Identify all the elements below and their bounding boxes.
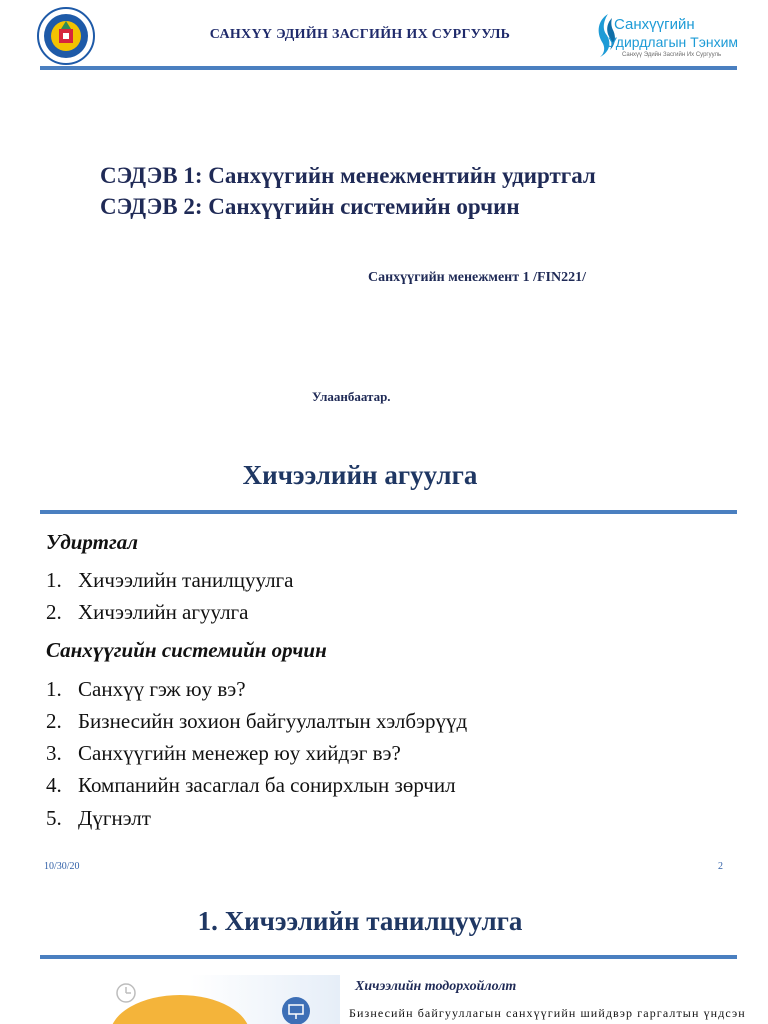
list-item-number: 3.	[46, 741, 62, 765]
list-item-number: 2.	[46, 600, 62, 624]
list-item-number: 2.	[46, 709, 62, 733]
list-item	[46, 600, 248, 625]
list-item-text: Компанийн засаглал ба сонирхлын зөрчил	[78, 773, 456, 797]
list-item-text: Бизнесийн зохион байгуулалтын хэлбэрүүд	[78, 709, 468, 733]
department-logo-line1: Санхүүгийн	[614, 16, 695, 33]
list-item	[46, 806, 151, 831]
header-divider	[40, 66, 737, 70]
course-name: Санхүүгийн менежмент 1 /FIN221/	[368, 270, 586, 285]
page-number: 2	[718, 861, 723, 872]
list-item-number: 1.	[46, 568, 62, 592]
list-item	[46, 568, 294, 593]
intro-illustration	[60, 975, 340, 1024]
list-item-number: 4.	[46, 773, 62, 797]
section-heading-finance-system: Санхүүгийн системийн орчин	[46, 638, 327, 662]
department-logo	[592, 12, 739, 62]
list-item	[46, 709, 467, 734]
section-heading-intro: Удиртгал	[46, 530, 139, 554]
contents-title: Хичээлийн агуулга	[242, 460, 478, 490]
city-label: Улаанбаатар.	[312, 389, 391, 404]
list-item-text: Санхүүгийн менежер юу хийдэг вэ?	[78, 741, 401, 765]
footer-date: 10/30/20	[44, 861, 80, 872]
course-description-heading: Хичээлийн тодорхойлолт	[355, 979, 517, 994]
department-logo-line2: Удирдлагын Тэнхим	[608, 34, 739, 50]
intro-divider	[40, 955, 737, 959]
list-item-number: 1.	[46, 677, 62, 701]
list-item	[46, 773, 456, 798]
contents-divider	[40, 510, 737, 514]
list-item-text: Хичээлийн агуулга	[78, 600, 249, 624]
list-item-text: Хичээлийн танилцуулга	[78, 568, 294, 592]
course-description-text: Бизнесийн байгууллагын санхүүгийн шийдвэр гаргалтын үндсэн	[349, 1006, 746, 1020]
topic-block	[100, 160, 596, 222]
list-item-number: 5.	[46, 806, 62, 830]
department-logo-line3: Санхүү Эдийн Засгийн Их Сургууль	[622, 52, 722, 58]
list-item-text: Санхүү гэж юу вэ?	[78, 677, 246, 701]
topic-2-title: СЭДЭВ 2: Санхүүгийн системийн орчин	[100, 194, 520, 219]
list-item	[46, 741, 401, 766]
university-seal-logo	[37, 7, 95, 65]
topic-1-title: СЭДЭВ 1: Санхүүгийн менежментийн удиртгал	[100, 163, 596, 188]
course-intro-title: 1. Хичээлийн танилцуулга	[197, 906, 523, 936]
university-title: САНХҮҮ ЭДИЙН ЗАСГИЙН ИХ СУРГУУЛЬ	[209, 27, 511, 42]
presentation-icon	[282, 997, 310, 1024]
list-item	[46, 677, 246, 702]
list-item-text: Дүгнэлт	[78, 806, 151, 830]
